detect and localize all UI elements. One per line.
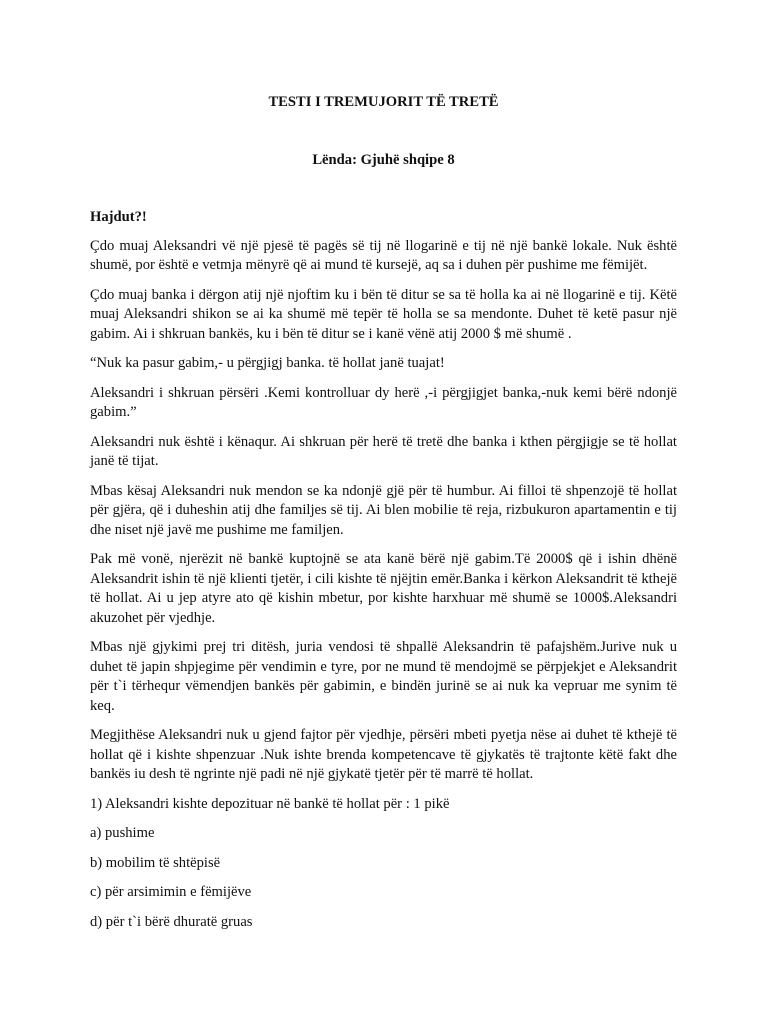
paragraph: Mbas kësaj Aleksandri nuk mendon se ka ndonjë gjë për të humbur. Ai filloi të shpenzojë të hollat për gjëra, që i duheshin atij dhe familjes së tij. Ai blen mobilie të reja, rizbukuron apartamentin e tij dhe niset një javë me pushime me familjen. (90, 482, 677, 538)
paragraph: Pak më vonë, njerëzit në bankë kuptojnë se ata kanë bërë një gabim.Të 2000$ që i ishin dhënë Aleksandrit ishin të një klienti tjetër, i cili kishte të njëjtin emër.Banka i kërkon Aleksandrit të kthejë të hollat. Ai u jep atyre ato që kishin mbetur, por kishte harxhuar më shumë se 1000$.Aleksandri akuzohet për vjedhje. (90, 551, 677, 626)
paragraph: Mbas një gjykimi prej tri ditësh, juria vendosi të shpallë Aleksandrin të pafajshëm.Jurive nuk u duhet të japin shpjegime për vendimin e tyre, por ne mund të mendojmë se përpjekjet e Aleksandrit për t`i tërhequr vëmendjen bankës për gabimin, e bindën jurinë se ai nuk ka vepruar me synim të keq. (90, 639, 677, 714)
paragraph: Aleksandri i shkruan përsëri .Kemi kontrolluar dy herë ,-i përgjigjet banka,-nuk kemi bërë ndonjë gabim.” (90, 384, 677, 420)
answer-option-a: a) pushime (90, 825, 155, 841)
document-body (90, 208, 677, 942)
story-heading: Hajdut?! (90, 209, 147, 225)
question-1: 1) Aleksandri kishte depozituar në bankë të hollat për : 1 pikë (90, 795, 450, 812)
paragraph: “Nuk ka pasur gabim,- u përgjigj banka. të hollat janë tuajat! (90, 355, 445, 371)
paragraph: Çdo muaj banka i dërgon atij një njoftim ku i bën të ditur se sa të holla ka ai në llogarinë e tij. Këtë muaj Aleksandri shikon se ai ka shumë më tepër të holla se sa mendonte. Duhet të ketë pasur një gabim. Ai i shkruan bankës, ku i bën të ditur se i kanë vënë atij 2000 $ më shumë . (90, 286, 677, 342)
paragraph: Aleksandri nuk është i kënaqur. Ai shkruan për herë të tretë dhe banka i kthen përgjigje se të hollat janë të tijat. (90, 433, 677, 469)
answer-option-d: d) për t`i bërë dhuratë gruas (90, 913, 253, 930)
document-title: TESTI I TREMUJORIT TË TRETË (268, 94, 499, 110)
answer-option-b: b) mobilim të shtëpisë (90, 854, 221, 871)
paragraph: Çdo muaj Aleksandri vë një pjesë të pagës së tij në llogarinë e tij në një bankë lokale. Nuk është shumë, por është e vetmja mënyrë që ai mund të kursejë, aq sa i duhen për pushime me fëmijët. (90, 237, 677, 273)
answer-option-c: c) për arsimimin e fëmijëve (90, 884, 252, 900)
paragraph: Megjithëse Aleksandri nuk u gjend fajtor për vjedhje, përsëri mbeti pyetja nëse ai duhet të kthejë të hollat që i kishte shpenzuar .Nuk ishte brenda kompetencave të gjykatës të trajtonte këtë fakt dhe bankës iu desh të ngrinte një padi në një gjykatë tjetër për të marrë të hollat. (90, 727, 677, 782)
subject-line: Lënda: Gjuhë shqipe 8 (312, 152, 455, 168)
